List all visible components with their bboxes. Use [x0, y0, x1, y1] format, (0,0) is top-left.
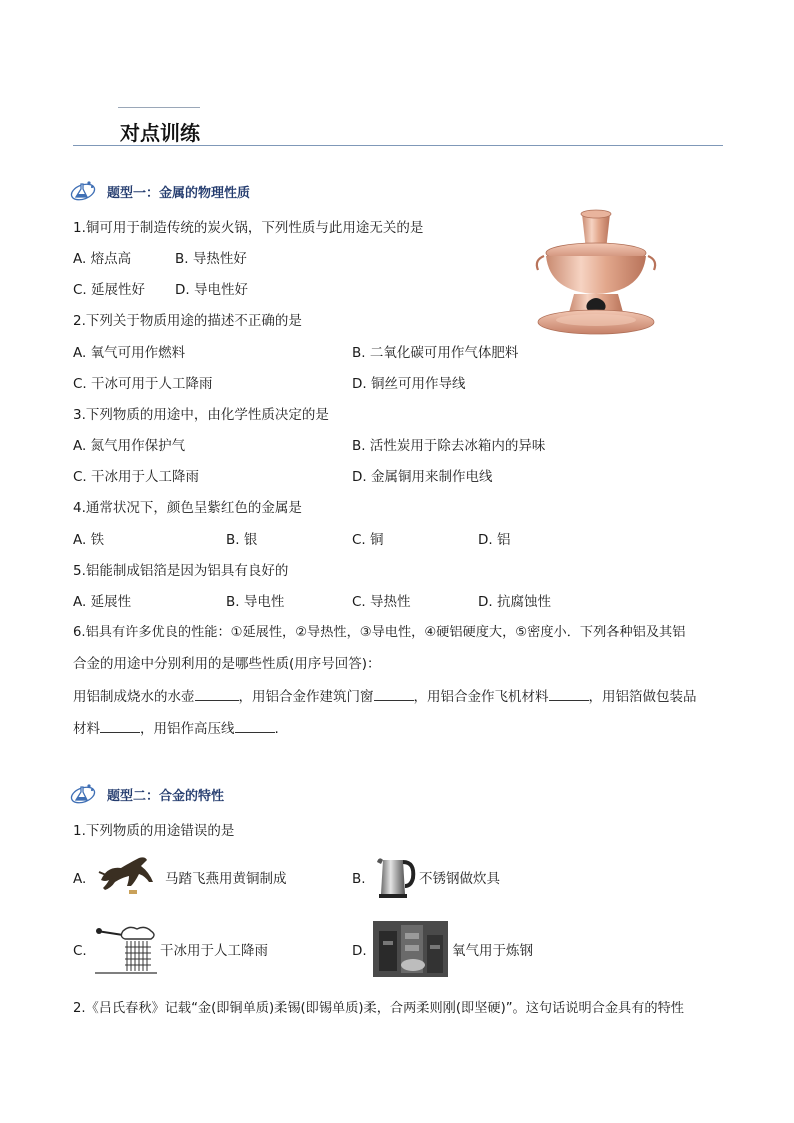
question-6-line-3: 用铝制成烧水的水壶 ，用铝合金作建筑门窗 ，用铝合金作飞机材料 ，用铝箔做包装品 [73, 686, 697, 706]
question-4-option-b: B. 银 [226, 532, 258, 548]
question-5-option-a: A. 延展性 [73, 594, 132, 610]
s2-question-1-option-b-text: 不锈钢做炊具 [419, 871, 500, 887]
bronze-horse-image [93, 852, 159, 898]
s2-question-1-option-a-letter: A. [73, 871, 87, 887]
copper-hotpot-image [532, 208, 660, 342]
question-1-option-c: C. 延展性好 [73, 282, 146, 298]
title-rule [73, 145, 723, 146]
question-4-stem: 4.通常状况下，颜色呈紫红色的金属是 [73, 500, 302, 516]
rain-cloud-image [93, 923, 159, 975]
section-title-2: 题型二：合金的特性 [107, 789, 225, 804]
section-title-1: 题型一：金属的物理性质 [107, 186, 251, 201]
question-4-option-c: C. 铜 [352, 532, 384, 548]
answer-blank[interactable] [549, 686, 589, 701]
question-2-option-c: C. 干冰可用于人工降雨 [73, 376, 213, 392]
question-4-option-d: D. 铝 [478, 532, 511, 548]
steelmaking-image [373, 921, 448, 977]
stainless-kettle-image [371, 852, 419, 900]
s2-question-1-option-c-letter: C. [73, 943, 87, 959]
header-top-line [118, 107, 200, 108]
page-title: 对点训练 [120, 121, 200, 145]
question-5-stem: 5.铝能制成铝箔是因为铝具有良好的 [73, 563, 289, 579]
question-6-line-2: 合金的用途中分别利用的是哪些性质(用序号回答)： [73, 656, 381, 672]
answer-blank[interactable] [195, 686, 239, 701]
answer-blank[interactable] [235, 718, 275, 733]
question-1-option-b: B. 导热性好 [175, 251, 247, 267]
answer-blank[interactable] [100, 718, 140, 733]
s2-question-1-option-a-text: 马踏飞燕用黄铜制成 [165, 871, 287, 887]
question-5-option-c: C. 导热性 [352, 594, 411, 610]
flask-icon [70, 781, 98, 805]
s2-question-1-stem: 1.下列物质的用途错误的是 [73, 823, 235, 839]
s2-question-1-option-d-text: 氧气用于炼钢 [452, 943, 533, 959]
question-2-option-b: B. 二氧化碳可用作气体肥料 [352, 345, 519, 361]
answer-blank[interactable] [374, 686, 414, 701]
question-3-option-b: B. 活性炭用于除去冰箱内的异味 [352, 438, 546, 454]
question-5-option-d: D. 抗腐蚀性 [478, 594, 551, 610]
question-1-option-a: A. 熔点高 [73, 251, 132, 267]
s2-question-2-stem: 2.《吕氏春秋》记载“金(即铜单质)柔锡(即锡单质)柔，合两柔则刚(即坚硬)”。这句话说明合金具有的特性 [73, 1001, 684, 1016]
question-3-option-c: C. 干冰用于人工降雨 [73, 469, 200, 485]
question-5-option-b: B. 导电性 [226, 594, 285, 610]
question-3-stem: 3.下列物质的用途中，由化学性质决定的是 [73, 407, 329, 423]
question-3-option-d: D. 金属铜用来制作电线 [352, 469, 493, 485]
flask-icon [70, 178, 98, 202]
question-2-option-a: A. 氧气可用作燃料 [73, 345, 186, 361]
s2-question-1-option-d-letter: D. [352, 943, 367, 959]
question-3-option-a: A. 氮气用作保护气 [73, 438, 186, 454]
question-1-option-d: D. 导电性好 [175, 282, 248, 298]
question-1-stem: 1.铜可用于制造传统的炭火锅，下列性质与此用途无关的是 [73, 220, 424, 236]
question-4-option-a: A. 铁 [73, 532, 105, 548]
question-6-line-1: 6.铝具有许多优良的性能：①延展性，②导热性，③导电性，④硬铝硬度大，⑤密度小．下列各种铝及其铝 [73, 625, 686, 640]
question-2-option-d: D. 铜丝可用作导线 [352, 376, 466, 392]
question-2-stem: 2.下列关于物质用途的描述不正确的是 [73, 313, 302, 329]
s2-question-1-option-c-text: 干冰用于人工降雨 [160, 943, 268, 959]
question-6-line-4: 材料 ，用铝作高压线 . [73, 718, 279, 738]
s2-question-1-option-b-letter: B. [352, 871, 366, 887]
